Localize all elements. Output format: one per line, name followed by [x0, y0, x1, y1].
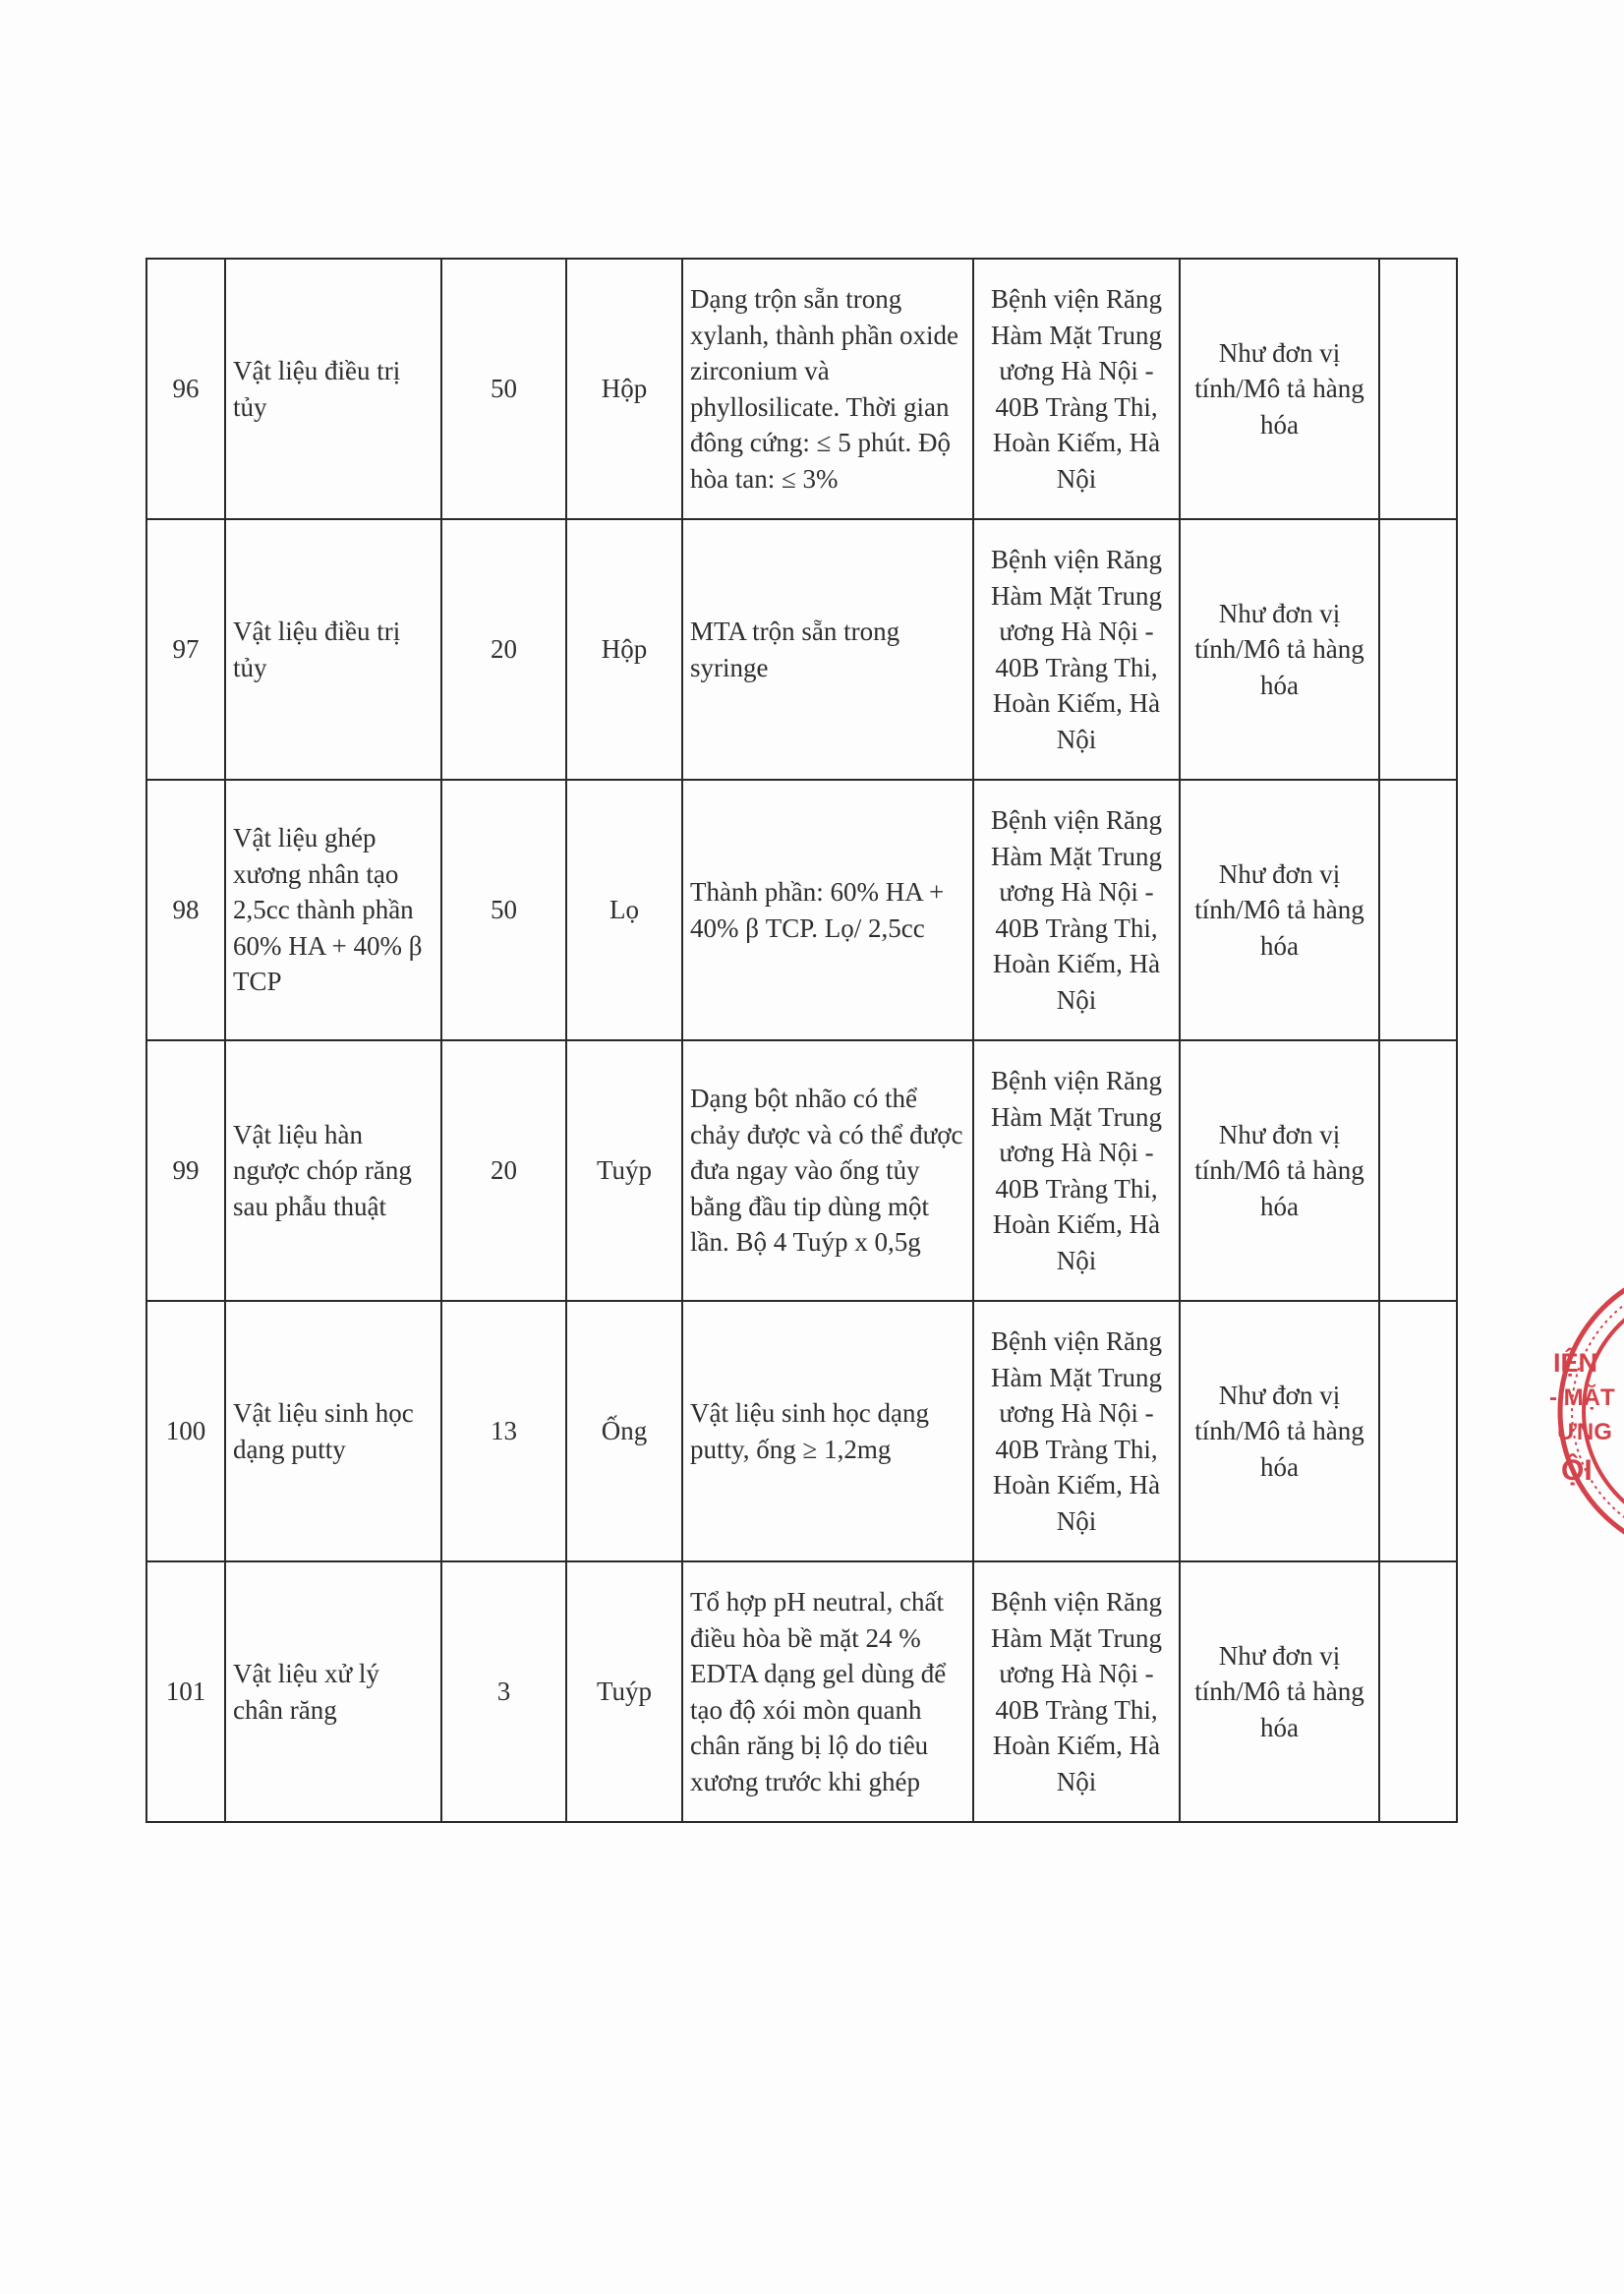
seal-text-line-4: ỘI: [1561, 1454, 1593, 1487]
item-note: Như đơn vị tính/Mô tả hàng hóa: [1180, 259, 1379, 519]
official-seal: [1534, 1264, 1624, 1559]
item-specification: Thành phần: 60% HA + 40% β TCP. Lọ/ 2,5cc: [682, 780, 973, 1040]
item-unit: Hộp: [566, 259, 682, 519]
table-row: [146, 1561, 1457, 1822]
row-number: 99: [146, 1040, 225, 1301]
item-specification: Tổ hợp pH neutral, chất điều hòa bề mặt 24 % EDTA dạng gel dùng để tạo độ xói mòn quanh chân răng bị lộ do tiêu xương trước khi ghép: [682, 1561, 973, 1822]
empty-cell: [1379, 1040, 1457, 1301]
item-quantity: 20: [441, 519, 566, 780]
item-specification: MTA trộn sẵn trong syringe: [682, 519, 973, 780]
seal-text-line-2: - MẶT: [1549, 1384, 1615, 1411]
item-quantity: 50: [441, 259, 566, 519]
table-row: [146, 1040, 1457, 1301]
seal-rings-icon: [1534, 1264, 1624, 1559]
row-number: 101: [146, 1561, 225, 1822]
item-quantity: 3: [441, 1561, 566, 1822]
item-unit: Tuýp: [566, 1040, 682, 1301]
item-name: Vật liệu hàn ngược chóp răng sau phẫu thuật: [225, 1040, 441, 1301]
item-name: Vật liệu ghép xương nhân tạo 2,5cc thành phần 60% HA + 40% β TCP: [225, 780, 441, 1040]
item-note: Như đơn vị tính/Mô tả hàng hóa: [1180, 780, 1379, 1040]
materials-table: [145, 258, 1458, 1823]
item-note: Như đơn vị tính/Mô tả hàng hóa: [1180, 519, 1379, 780]
empty-cell: [1379, 1301, 1457, 1561]
table-row: [146, 519, 1457, 780]
item-name: Vật liệu điều trị tủy: [225, 519, 441, 780]
item-unit: Hộp: [566, 519, 682, 780]
row-number: 97: [146, 519, 225, 780]
table-row: [146, 780, 1457, 1040]
empty-cell: [1379, 1561, 1457, 1822]
seal-text-line-1: IỆN: [1553, 1348, 1598, 1378]
materials-table-container: [145, 258, 1456, 1823]
delivery-address: Bệnh viện Răng Hàm Mặt Trung ương Hà Nội - 40B Tràng Thi, Hoàn Kiếm, Hà Nội: [973, 259, 1180, 519]
empty-cell: [1379, 259, 1457, 519]
table-row: [146, 1301, 1457, 1561]
item-name: Vật liệu sinh học dạng putty: [225, 1301, 441, 1561]
delivery-address: Bệnh viện Răng Hàm Mặt Trung ương Hà Nội - 40B Tràng Thi, Hoàn Kiếm, Hà Nội: [973, 519, 1180, 780]
item-unit: Lọ: [566, 780, 682, 1040]
delivery-address: Bệnh viện Răng Hàm Mặt Trung ương Hà Nội - 40B Tràng Thi, Hoàn Kiếm, Hà Nội: [973, 1561, 1180, 1822]
delivery-address: Bệnh viện Răng Hàm Mặt Trung ương Hà Nội - 40B Tràng Thi, Hoàn Kiếm, Hà Nội: [973, 780, 1180, 1040]
item-name: Vật liệu điều trị tủy: [225, 259, 441, 519]
seal-text-line-3: ƯNG: [1557, 1419, 1612, 1445]
delivery-address: Bệnh viện Răng Hàm Mặt Trung ương Hà Nội - 40B Tràng Thi, Hoàn Kiếm, Hà Nội: [973, 1040, 1180, 1301]
empty-cell: [1379, 519, 1457, 780]
item-quantity: 13: [441, 1301, 566, 1561]
item-note: Như đơn vị tính/Mô tả hàng hóa: [1180, 1301, 1379, 1561]
row-number: 98: [146, 780, 225, 1040]
item-note: Như đơn vị tính/Mô tả hàng hóa: [1180, 1040, 1379, 1301]
item-unit: Tuýp: [566, 1561, 682, 1822]
item-unit: Ống: [566, 1301, 682, 1561]
delivery-address: Bệnh viện Răng Hàm Mặt Trung ương Hà Nội - 40B Tràng Thi, Hoàn Kiếm, Hà Nội: [973, 1301, 1180, 1561]
item-specification: Dạng trộn sẵn trong xylanh, thành phần oxide zirconium và phyllosilicate. Thời gian đông cứng: ≤ 5 phút. Độ hòa tan: ≤ 3%: [682, 259, 973, 519]
table-row: [146, 259, 1457, 519]
item-specification: Vật liệu sinh học dạng putty, ống ≥ 1,2mg: [682, 1301, 973, 1561]
item-note: Như đơn vị tính/Mô tả hàng hóa: [1180, 1561, 1379, 1822]
item-quantity: 50: [441, 780, 566, 1040]
row-number: 96: [146, 259, 225, 519]
empty-cell: [1379, 780, 1457, 1040]
item-name: Vật liệu xử lý chân răng: [225, 1561, 441, 1822]
table-body: [146, 259, 1457, 1822]
item-specification: Dạng bột nhão có thể chảy được và có thể được đưa ngay vào ống tủy bằng đầu tip dùng một lần. Bộ 4 Tuýp x 0,5g: [682, 1040, 973, 1301]
item-quantity: 20: [441, 1040, 566, 1301]
row-number: 100: [146, 1301, 225, 1561]
